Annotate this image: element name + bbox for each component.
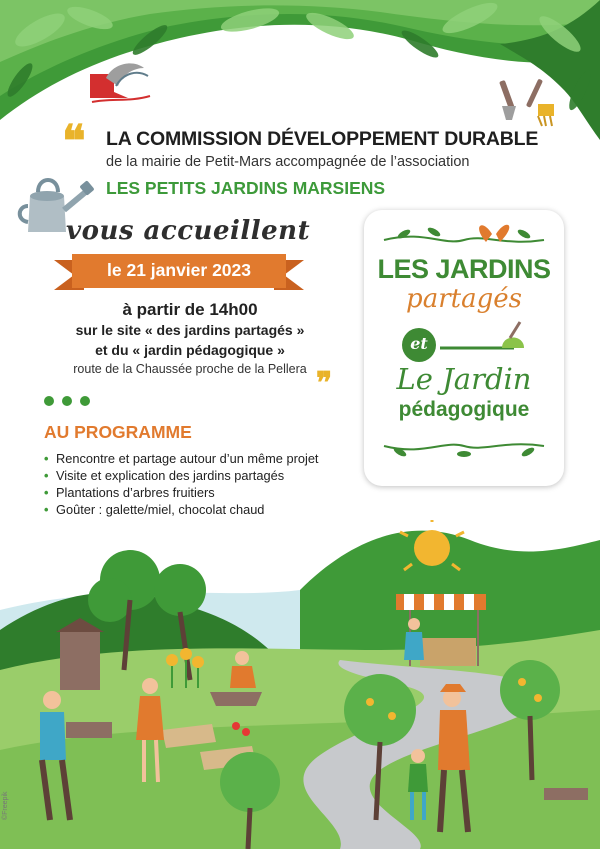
association-name: LES PETITS JARDINS MARSIENS	[106, 178, 386, 198]
quote-close-icon: ❞	[316, 366, 333, 401]
programme-list	[44, 450, 319, 518]
programme-item: • Plantations d’arbres fruitiers	[44, 484, 319, 501]
card-title-line1: LES JARDINS	[377, 254, 551, 284]
garden-scene-illustration	[0, 520, 600, 849]
programme-title: AU PROGRAMME	[44, 422, 192, 442]
organizer-subtitle: de la mairie de Petit-Mars accompagnée de l’association	[106, 154, 470, 170]
dot	[80, 396, 90, 406]
event-time: à partir de 14h00	[122, 300, 258, 319]
programme-item: • Goûter : galette/miel, chocolat chaud	[44, 501, 319, 518]
dot	[62, 396, 72, 406]
card-ornaments	[364, 210, 564, 486]
quote-open-icon: ❝	[62, 116, 86, 167]
dot	[44, 396, 54, 406]
section-dots	[44, 396, 90, 406]
card-title-line4: pédagogique	[398, 398, 530, 421]
welcome-text: vous accueillent	[66, 216, 311, 246]
event-road: route de la Chaussée proche de la Pellera	[73, 362, 307, 376]
event-date: le 21 janvier 2023	[107, 260, 251, 280]
event-site-line1: sur le site « des jardins partagés »	[75, 322, 305, 338]
mairie-logo	[84, 58, 154, 112]
image-credit: ©Freepik	[2, 791, 9, 820]
card-connector: et	[410, 334, 428, 353]
organizer-title: LA COMMISSION DÉVELOPPEMENT DURABLE	[106, 128, 539, 150]
garden-tools-icon	[498, 70, 568, 130]
programme-item: • Rencontre et partage autour d’un même projet	[44, 450, 319, 467]
programme-item: • Visite et explication des jardins partagés	[44, 467, 319, 484]
event-site-line2: et du « jardin pédagogique »	[95, 342, 285, 358]
card-title-line3: Le Jardin	[396, 362, 532, 396]
card-title-line2: partagés	[406, 284, 522, 314]
title-card	[364, 210, 564, 486]
